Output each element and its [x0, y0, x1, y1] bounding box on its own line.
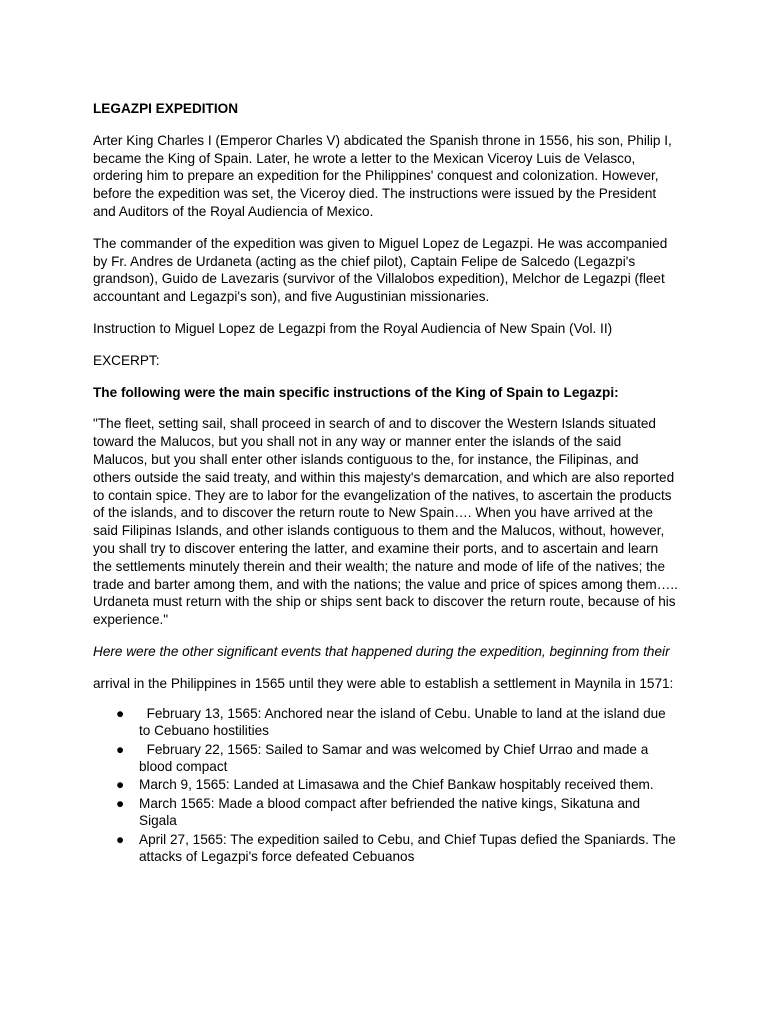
- paragraph-abdication: Arter King Charles I (Emperor Charles V) abdicated the Spanish throne in 1556, his son, Philip I, became the King of Spain. Later, he wrote a letter to the Mexican Viceroy Luis de Velasco, ordering him to prepare an expedition for the Philippines' conquest and colonization. However, before the expedition was set, the Viceroy died. The instructions were issued by the President and Auditors of the Royal Audiencia of Mexico.: [93, 132, 672, 219]
- paragraph-commander: The commander of the expedition was given to Miguel Lopez de Legazpi. He was accompanied by Fr. Andres de Urdaneta (acting as the chief pilot), Captain Felipe de Salcedo (Legazpi's grandson), Guido de Lavezaris (survivor of the Villalobos expedition), Melchor de Legazpi (fleet accountant and Legazpi's son), and five Augustinian missionaries.: [93, 235, 668, 305]
- document-title: LEGAZPI EXPEDITION: [93, 101, 239, 116]
- list-item: [93, 705, 679, 741]
- bullet-icon: ●: [116, 795, 125, 811]
- event-text: February 13, 1565: Anchored near the island of Cebu. Unable to land at the island due to Cebuano hostilities: [139, 705, 670, 739]
- paragraph-events-intro: Here were the other significant events that happened during the expedition, beginning from their: [93, 643, 670, 659]
- paragraph-instructions-heading: The following were the main specific instructions of the King of Spain to Legazpi:: [93, 384, 619, 400]
- paragraph-excerpt-label: EXCERPT:: [93, 352, 160, 368]
- paragraph-events-intro-continued: arrival in the Philippines in 1565 until they were able to establish a settlement in Maynila in 1571:: [93, 675, 674, 691]
- list-item: [93, 795, 679, 831]
- events-list: [93, 705, 679, 867]
- event-text: February 22, 1565: Sailed to Samar and was welcomed by Chief Urrao and made a blood compact: [139, 741, 653, 775]
- list-item: [93, 741, 679, 777]
- bullet-icon: ●: [116, 831, 125, 847]
- list-item: [93, 776, 679, 794]
- document-page: [93, 100, 679, 867]
- paragraph-quote: "The fleet, setting sail, shall proceed in search of and to discover the Western Islands situated toward the Malucos, but you shall not in any way or manner enter the islands of the said Malucos, but you shall enter other islands contiguous to the, for instance, the Filipinas, and others outside the said treaty, and within this majesty's demarcation, and which are also reported to contain spice. They are to labor for the evangelization of the natives, to ascertain the products of the islands, and to discover the return route to New Spain…. When you have arrived at the said Filipinas Islands, and other islands contiguous to them and the Malucos, without, however, you shall try to discover entering the latter, and examine their ports, and to ascertain and learn the settlements minutely therein and their wealth; the nature and mode of life of the natives; the trade and barter among them, and with the nations; the value and price of spices among them….. Urdaneta must return with the ship or ships sent back to discover the return route, because of his experience.": [93, 416, 678, 628]
- event-text: April 27, 1565: The expedition sailed to Cebu, and Chief Tupas defied the Spaniards. The attacks of Legazpi's force defeated Cebuanos: [139, 831, 676, 865]
- paragraph-instruction-source: Instruction to Miguel Lopez de Legazpi from the Royal Audiencia of New Spain (Vol. II): [93, 320, 613, 336]
- bullet-icon: ●: [116, 705, 125, 721]
- bullet-icon: ●: [116, 741, 125, 757]
- event-text: March 9, 1565: Landed at Limasawa and the Chief Bankaw hospitably received them.: [139, 777, 654, 793]
- event-text: March 1565: Made a blood compact after befriended the native kings, Sikatuna and Sigala: [139, 795, 641, 829]
- list-item: [93, 831, 679, 867]
- bullet-icon: ●: [116, 777, 125, 793]
